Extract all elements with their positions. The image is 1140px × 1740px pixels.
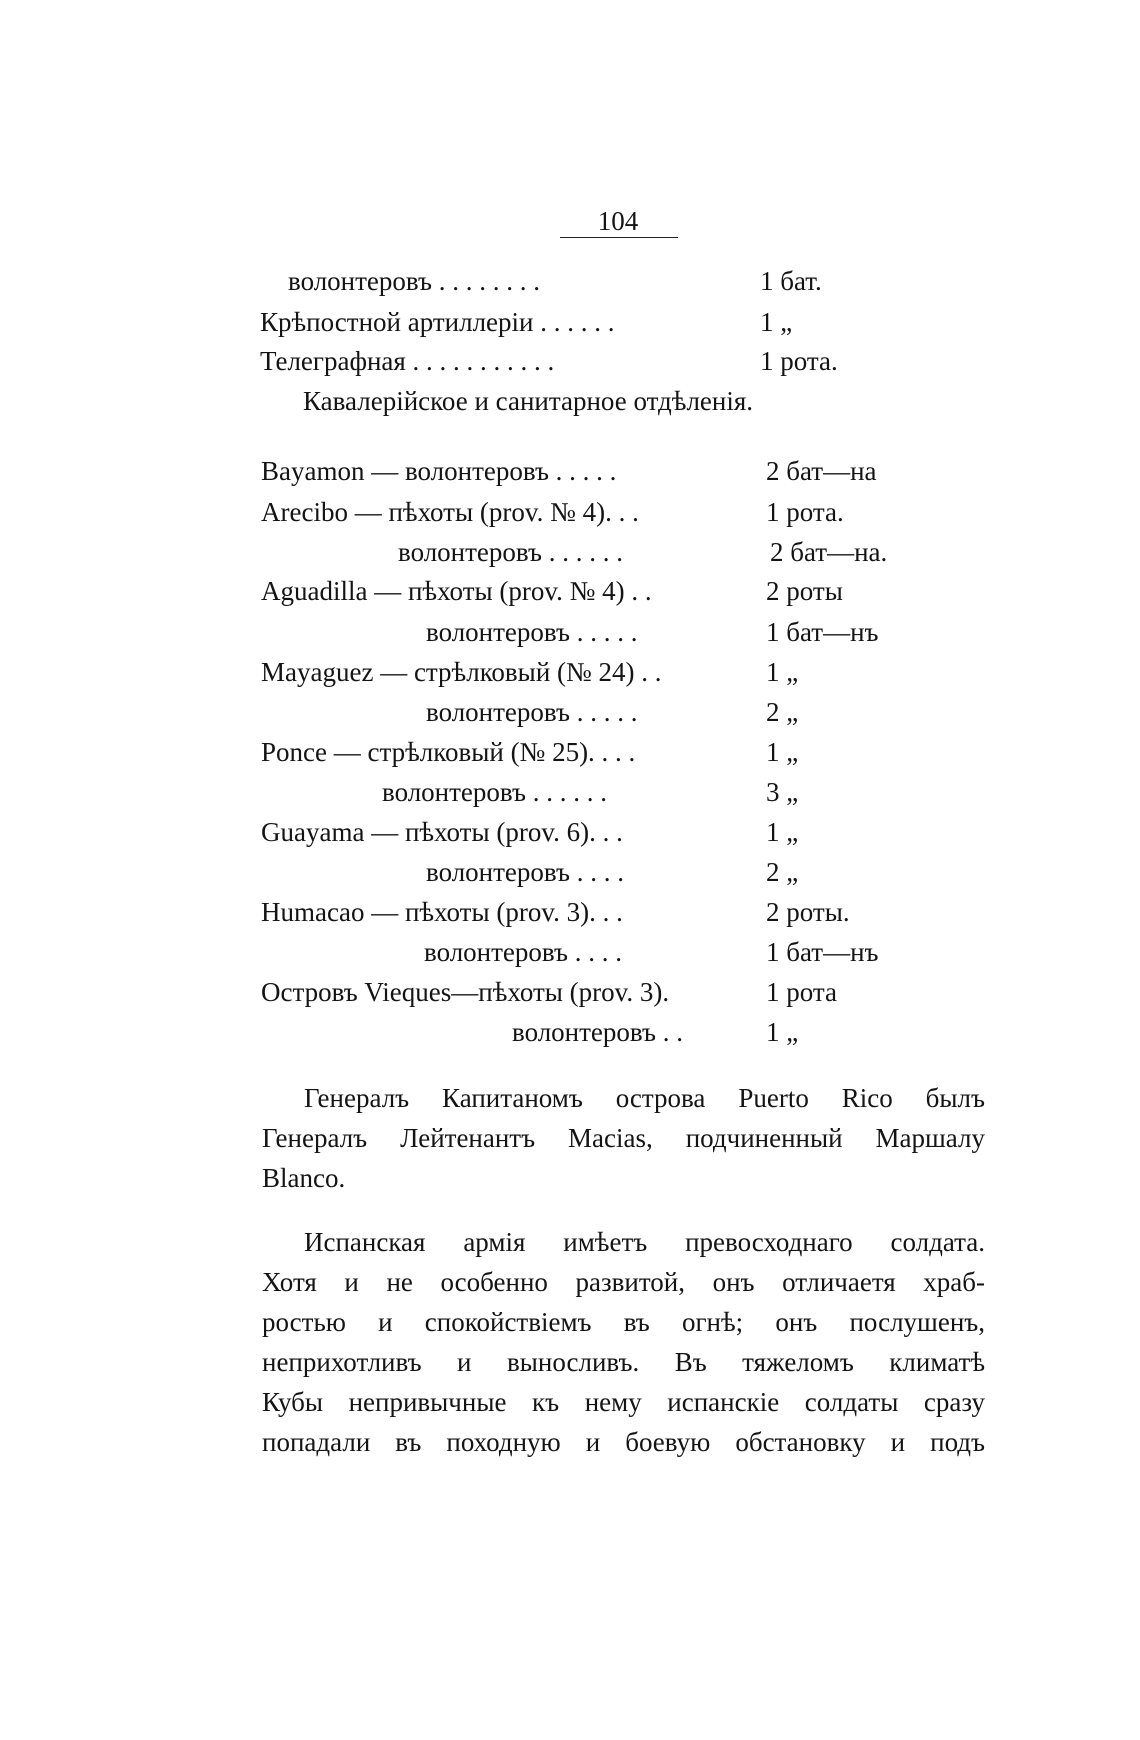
list-item-qty: 1 „ bbox=[766, 1017, 799, 1047]
list-item-qty: 1 „ bbox=[766, 817, 799, 847]
list-item-qty: 1 рота. bbox=[766, 497, 844, 527]
paragraph-line: Генералъ Капитаномъ острова Puerto Rico былъ bbox=[304, 1083, 985, 1113]
list-item-qty: 3 „ bbox=[766, 777, 799, 807]
list-item-qty: 1 бат. bbox=[760, 266, 822, 296]
paragraph bbox=[262, 1078, 985, 1198]
paragraph-line: Испанская армія имѣетъ превосходнаго солдата. bbox=[304, 1227, 985, 1257]
list-item-label: Bayamon — волонтеровъ . . . . . bbox=[261, 456, 617, 486]
list-item-qty: 1 рота bbox=[766, 977, 838, 1007]
paragraph-line: Кубы непривычные къ нему испанскіе солдаты сразу bbox=[262, 1387, 985, 1417]
list-item-qty: 2 роты. bbox=[766, 897, 850, 927]
list-item-label: волонтеровъ . . . . bbox=[426, 857, 624, 887]
paragraph-line: Генералъ Лейтенантъ Macias, подчиненный Маршалу bbox=[262, 1123, 985, 1153]
list-item-qty: 1 бат—нъ bbox=[766, 617, 879, 647]
list-item-qty: 2 роты bbox=[766, 576, 843, 606]
list-item-label: Островъ Vieques—пѣхоты (prov. 3). bbox=[261, 977, 670, 1007]
list-item-qty: 2 „ bbox=[766, 857, 799, 887]
list-item-label: Humacao — пѣхоты (prov. 3). . . bbox=[261, 897, 623, 927]
list-item-label: волонтеровъ . . . . . . bbox=[398, 537, 623, 567]
list-item-label: волонтеровъ . . . . . . . . bbox=[288, 266, 540, 296]
list-item-label: Крѣпостной артиллеріи . . . . . . bbox=[260, 307, 615, 337]
page-number: 104 bbox=[597, 206, 639, 236]
list-item-label: Ponce — стрѣлковый (№ 25). . . . bbox=[261, 737, 636, 767]
list-item-qty: 1 „ bbox=[766, 737, 799, 767]
list-item-qty: 2 бат—на bbox=[766, 456, 877, 486]
list-item-label: волонтеровъ . . . . bbox=[424, 937, 622, 967]
paragraph-line: Blanco. bbox=[262, 1163, 346, 1193]
list-item-label: Телеграфная . . . . . . . . . . . bbox=[260, 346, 555, 376]
list-item-qty: 2 бат—на. bbox=[770, 537, 888, 567]
section-heading: Кавалерійское и санитарное отдѣленія. bbox=[303, 386, 754, 416]
list-item-label: волонтеровъ . . . . . . bbox=[382, 777, 607, 807]
list-item-qty: 2 „ bbox=[766, 697, 799, 727]
list-item-label: волонтеровъ . . bbox=[512, 1017, 683, 1047]
paragraph-line: Хотя и не особенно развитой, онъ отличаетя храб- bbox=[262, 1267, 985, 1297]
paragraph bbox=[262, 1222, 985, 1462]
list-item-label: Guayama — пѣхоты (prov. 6). . . bbox=[261, 817, 623, 847]
list-item-qty: 1 бат—нъ bbox=[766, 937, 879, 967]
list-item-label: Aguadilla — пѣхоты (prov. № 4) . . bbox=[261, 576, 652, 606]
paragraph-line: неприхотливъ и выносливъ. Въ тяжеломъ климатѣ bbox=[262, 1347, 985, 1377]
list-item-label: волонтеровъ . . . . . bbox=[426, 697, 638, 727]
list-item-qty: 1 „ bbox=[766, 657, 799, 687]
paragraph-line: ростью и спокойствіемъ въ огнѣ; онъ послушенъ, bbox=[262, 1307, 985, 1337]
page-number-rule bbox=[560, 237, 678, 238]
list-item-label: Mayaguez — стрѣлковый (№ 24) . . bbox=[261, 657, 662, 687]
paragraph-line: попадали въ походную и боевую обстановку и подъ bbox=[262, 1427, 985, 1457]
list-item-qty: 1 рота. bbox=[760, 346, 838, 376]
list-item-qty: 1 „ bbox=[760, 307, 793, 337]
list-item-label: Arecibo — пѣхоты (prov. № 4). . . bbox=[261, 497, 639, 527]
list-item-label: волонтеровъ . . . . . bbox=[426, 617, 638, 647]
